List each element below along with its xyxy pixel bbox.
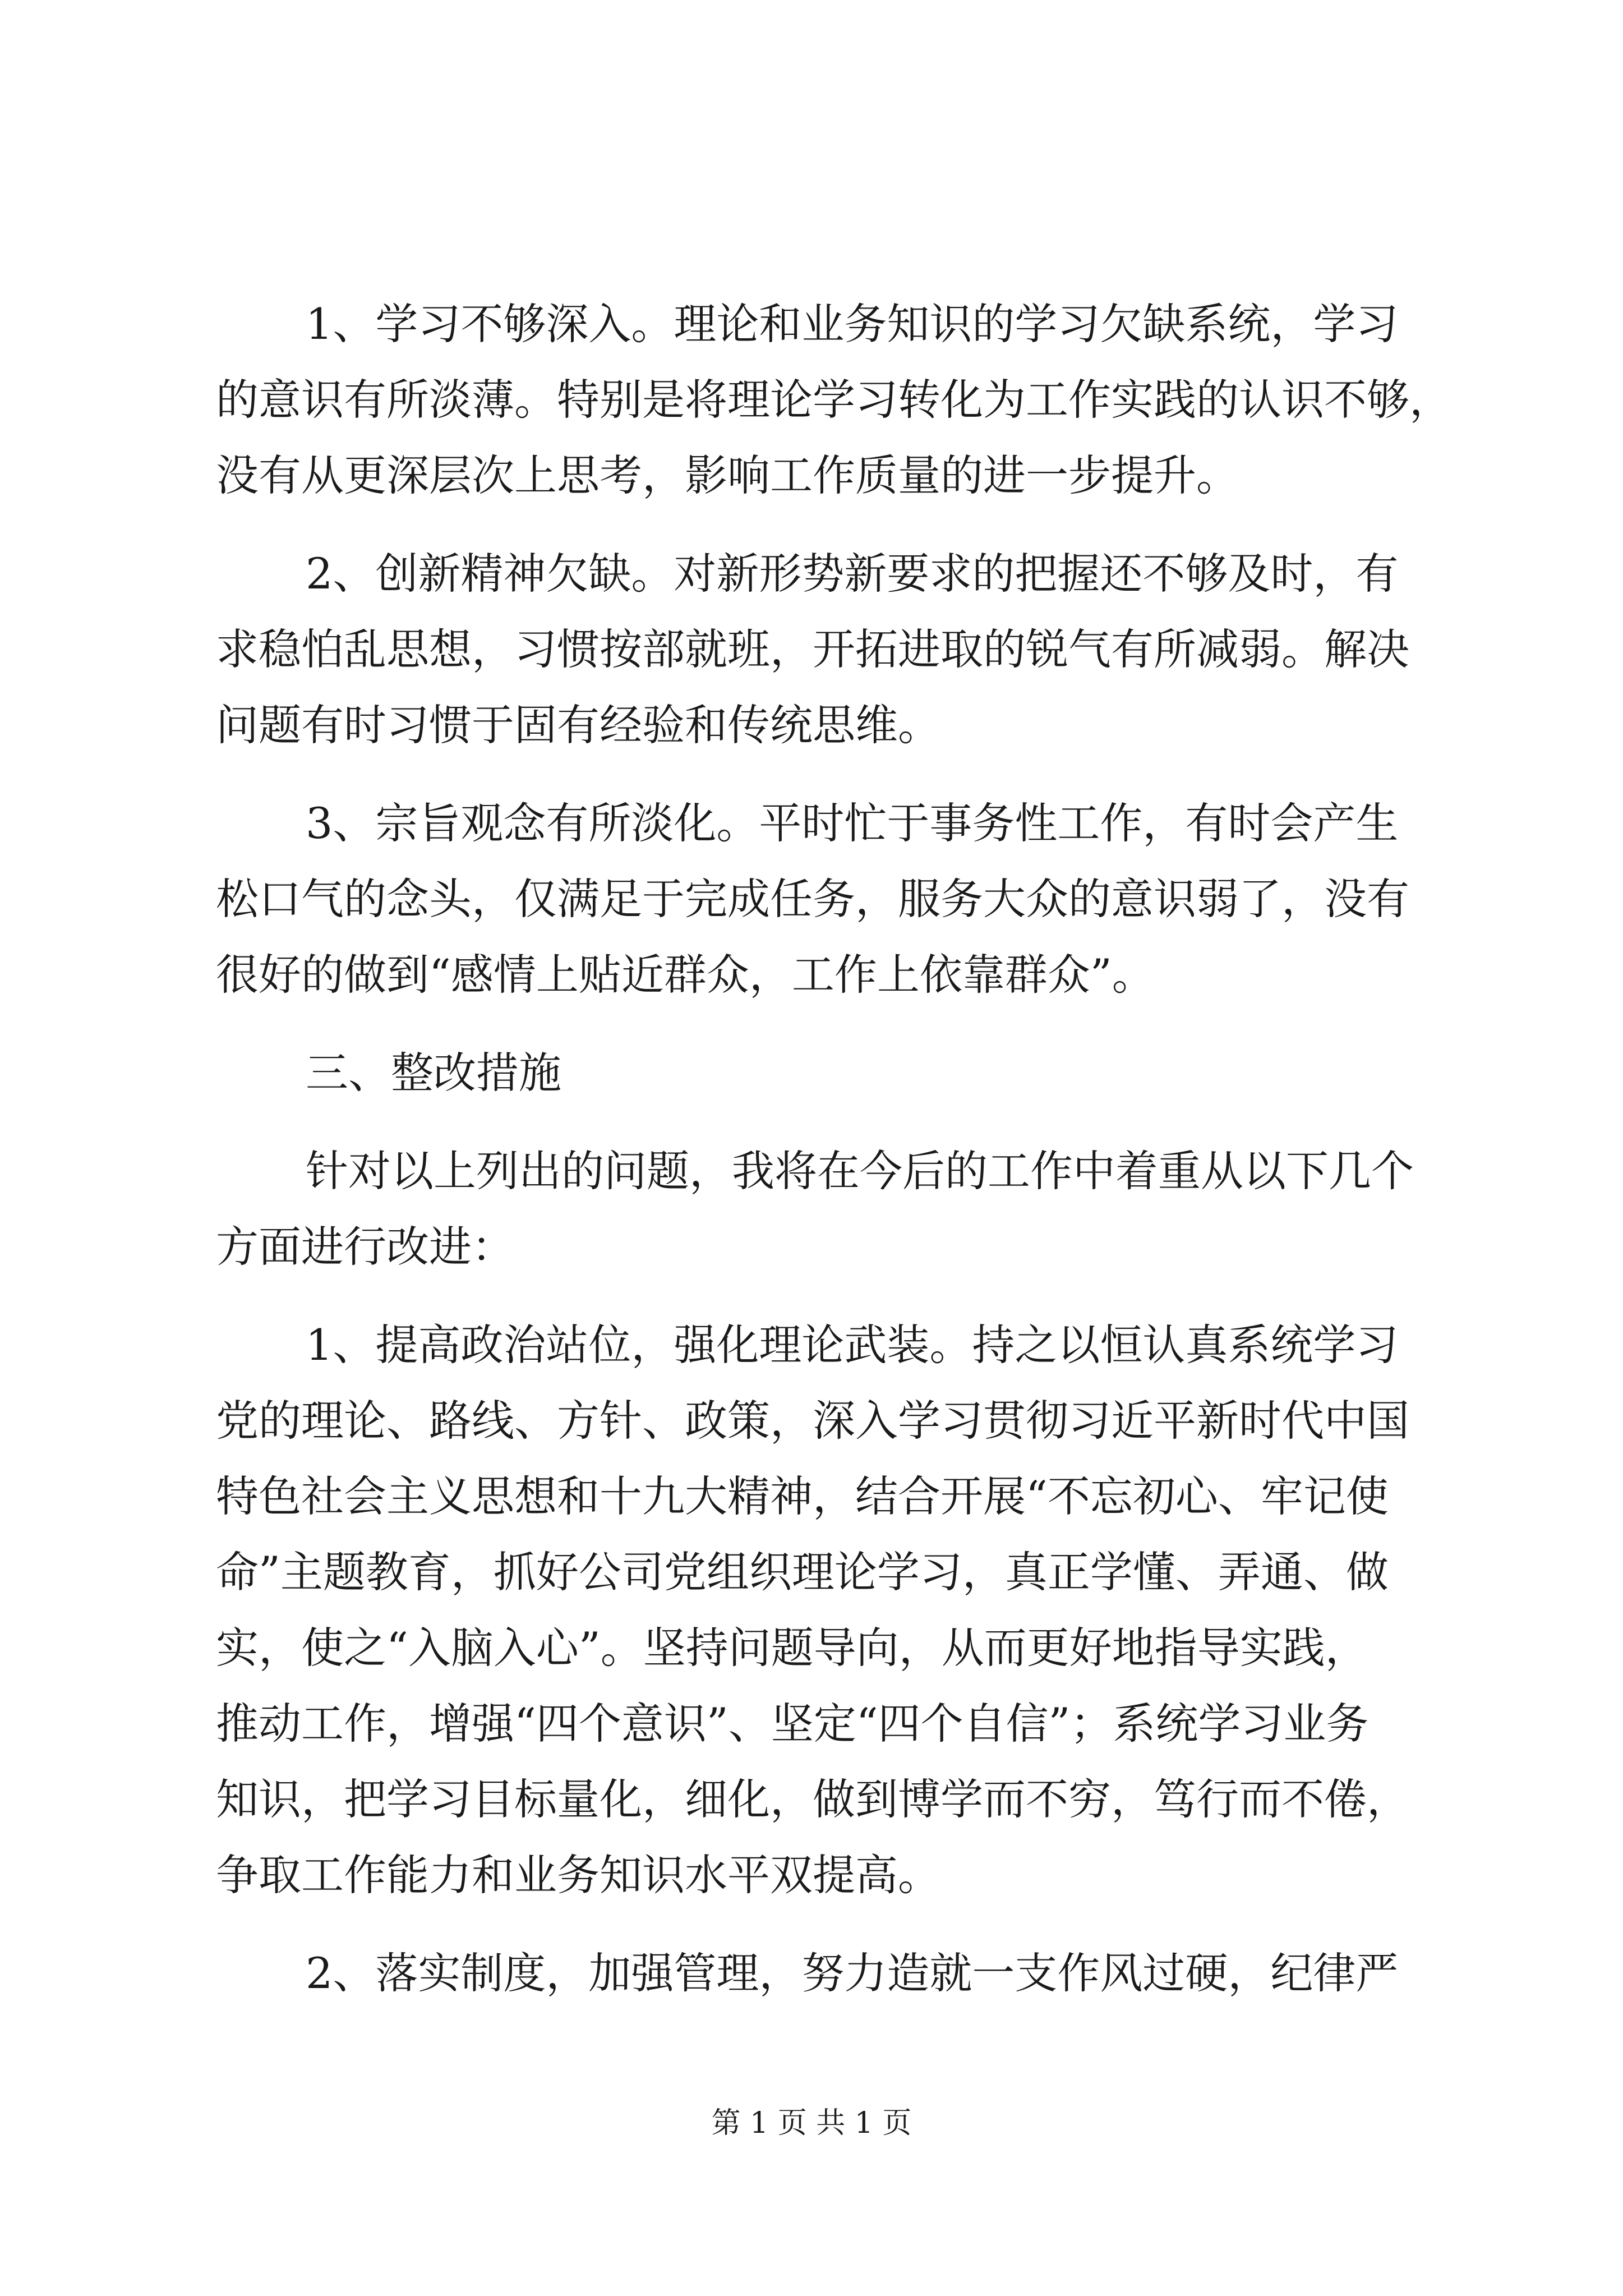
page-number-footer: 第 1 页 共 1 页	[711, 2106, 912, 2140]
text-line: 问题有时习惯于固有经验和传统思维。	[216, 700, 940, 750]
text-line: 推动工作，增强“四个意识”、坚定“四个自信”；系统学习业务	[216, 1699, 1369, 1749]
text-line: 没有从更深层次上思考，影响工作质量的进一步提升。	[216, 450, 1239, 500]
text-line: 2、落实制度，加强管理，努力造就一支作风过硬，纪律严	[306, 1948, 1399, 1998]
text-line: 争取工作能力和业务知识水平双提高。	[216, 1850, 940, 1900]
text-line: 方面进行改进：	[216, 1222, 514, 1272]
text-line: 2、创新精神欠缺。对新形势新要求的把握还不够及时，有	[306, 549, 1399, 599]
text-line: 的意识有所淡薄。特别是将理论学习转化为工作实践的认识不够，	[216, 375, 1452, 425]
text-line: 1、提高政治站位，强化理论武装。持之以恒认真系统学习	[306, 1320, 1399, 1370]
text-line: 特色社会主义思想和十九大精神，结合开展“不忘初心、牢记使	[216, 1471, 1389, 1521]
text-line: 实，使之“入脑入心”。坚持问题导向，从而更好地指导实践，	[216, 1623, 1368, 1673]
text-line: 知识，把学习目标量化，细化，做到博学而不穷，笃行而不倦，	[216, 1774, 1409, 1824]
text-line: 命”主题教育，抓好公司党组织理论学习，真正学懂、弄通、做	[216, 1547, 1389, 1597]
text-line: 求稳怕乱思想，习惯按部就班，开拓进取的锐气有所减弱。解决	[216, 624, 1409, 674]
text-line: 3、宗旨观念有所淡化。平时忙于事务性工作，有时会产生	[306, 798, 1399, 848]
section-heading: 三、整改措施	[306, 1048, 561, 1098]
text-line: 1、学习不够深入。理论和业务知识的学习欠缺系统，学习	[306, 299, 1399, 349]
text-line: 很好的做到“感情上贴近群众，工作上依靠群众”。	[216, 950, 1155, 1000]
text-line: 针对以上列出的问题，我将在今后的工作中着重从以下几个	[306, 1146, 1414, 1196]
text-line: 党的理论、路线、方针、政策，深入学习贯彻习近平新时代中国	[216, 1396, 1409, 1446]
text-line: 松口气的念头，仅满足于完成任务，服务大众的意识弱了，没有	[216, 874, 1409, 924]
